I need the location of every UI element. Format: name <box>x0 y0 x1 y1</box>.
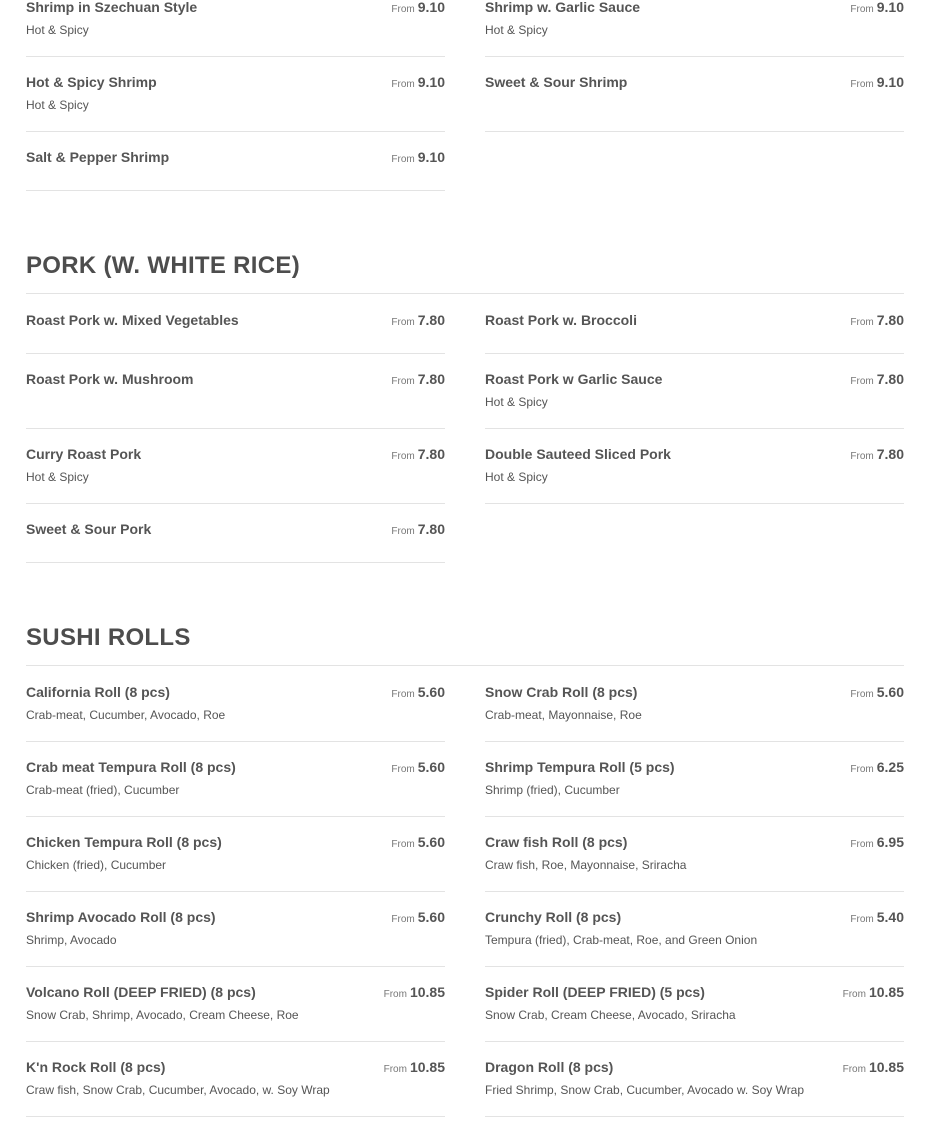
item-description: Crab-meat (fried), Cucumber <box>26 783 180 797</box>
price-prefix: From <box>850 689 874 700</box>
item-divider <box>26 816 445 817</box>
section-divider <box>26 665 904 666</box>
item-price <box>850 371 904 390</box>
price-amount: 9.10 <box>417 149 445 165</box>
price-prefix: From <box>383 989 407 1000</box>
price-prefix: From <box>850 764 874 775</box>
item-name: Shrimp in Szechuan Style <box>26 0 198 15</box>
item-divider <box>485 503 904 504</box>
price-prefix: From <box>850 4 874 15</box>
item-divider <box>485 131 904 132</box>
price-prefix: From <box>391 526 415 537</box>
item-divider <box>485 56 904 57</box>
price-amount: 9.10 <box>417 74 445 90</box>
item-divider <box>485 891 904 892</box>
price-prefix: From <box>391 764 415 775</box>
price-prefix: From <box>850 914 874 925</box>
item-name: California Roll (8 pcs) <box>26 684 170 700</box>
item-divider <box>485 966 904 967</box>
item-price <box>850 312 904 331</box>
item-price <box>391 759 445 778</box>
item-divider <box>485 428 904 429</box>
item-description: Craw fish, Snow Crab, Cucumber, Avocado, w. Soy Wrap <box>26 1083 330 1097</box>
item-divider <box>485 353 904 354</box>
price-prefix: From <box>391 839 415 850</box>
item-name: Volcano Roll (DEEP FRIED) (8 pcs) <box>26 984 256 1000</box>
price-amount: 6.25 <box>876 759 904 775</box>
item-price <box>391 371 445 390</box>
item-price <box>850 834 904 853</box>
item-description: Craw fish, Roe, Mayonnaise, Sriracha <box>485 858 687 872</box>
item-divider <box>26 131 445 132</box>
price-prefix: From <box>391 4 415 15</box>
item-divider <box>26 562 445 563</box>
item-name: Crunchy Roll (8 pcs) <box>485 909 622 925</box>
item-price <box>391 684 445 703</box>
item-divider <box>26 353 445 354</box>
item-name: Shrimp w. Garlic Sauce <box>485 0 641 15</box>
item-name: Snow Crab Roll (8 pcs) <box>485 684 638 700</box>
item-description: Fried Shrimp, Snow Crab, Cucumber, Avocado w. Soy Wrap <box>485 1083 805 1097</box>
price-prefix: From <box>391 79 415 90</box>
item-name: Shrimp Avocado Roll (8 pcs) <box>26 909 216 925</box>
item-divider <box>26 428 445 429</box>
item-price <box>391 446 445 465</box>
item-divider <box>26 503 445 504</box>
item-divider <box>26 741 445 742</box>
price-prefix: From <box>391 154 415 165</box>
price-amount: 5.60 <box>417 684 445 700</box>
item-divider <box>26 1116 445 1117</box>
item-name: Sweet & Sour Shrimp <box>485 74 628 90</box>
item-name: Roast Pork w Garlic Sauce <box>485 371 663 387</box>
item-description: Hot & Spicy <box>485 23 548 37</box>
item-price <box>391 149 445 168</box>
item-price <box>843 1059 904 1078</box>
item-name: Dragon Roll (8 pcs) <box>485 1059 614 1075</box>
item-price <box>384 984 445 1003</box>
price-prefix: From <box>391 914 415 925</box>
item-price <box>384 1059 445 1078</box>
item-price <box>391 521 445 540</box>
item-description: Hot & Spicy <box>26 470 89 484</box>
item-name: Hot & Spicy Shrimp <box>26 74 157 90</box>
item-name: Salt & Pepper Shrimp <box>26 149 170 165</box>
item-divider <box>485 816 904 817</box>
item-price <box>391 312 445 331</box>
price-amount: 6.95 <box>876 834 904 850</box>
price-amount: 5.60 <box>417 759 445 775</box>
item-price <box>391 74 445 93</box>
price-prefix: From <box>391 317 415 328</box>
item-description: Shrimp (fried), Cucumber <box>485 783 620 797</box>
price-prefix: From <box>850 79 874 90</box>
item-price <box>850 446 904 465</box>
price-prefix: From <box>391 376 415 387</box>
price-amount: 7.80 <box>876 446 904 462</box>
price-amount: 7.80 <box>876 371 904 387</box>
item-price <box>850 759 904 778</box>
price-amount: 10.85 <box>868 984 904 1000</box>
item-name: Double Sauteed Sliced Pork <box>485 446 671 462</box>
item-description: Crab-meat, Cucumber, Avocado, Roe <box>26 708 226 722</box>
item-price <box>850 684 904 703</box>
item-description: Shrimp, Avocado <box>26 933 117 947</box>
price-amount: 5.60 <box>876 684 904 700</box>
price-amount: 10.85 <box>868 1059 904 1075</box>
item-price <box>391 909 445 928</box>
price-prefix: From <box>391 689 415 700</box>
item-divider <box>26 966 445 967</box>
price-prefix: From <box>842 989 866 1000</box>
section-title-sushi: SUSHI ROLLS <box>26 624 191 651</box>
item-price <box>843 984 904 1003</box>
price-amount: 10.85 <box>409 984 445 1000</box>
item-divider <box>485 1116 904 1117</box>
item-divider <box>485 1041 904 1042</box>
price-amount: 7.80 <box>417 446 445 462</box>
item-name: Spider Roll (DEEP FRIED) (5 pcs) <box>485 984 705 1000</box>
price-prefix: From <box>383 1064 407 1075</box>
item-name: Roast Pork w. Broccoli <box>485 312 637 328</box>
item-name: Sweet & Sour Pork <box>26 521 152 537</box>
item-name: Craw fish Roll (8 pcs) <box>485 834 628 850</box>
item-price <box>391 834 445 853</box>
item-price <box>850 0 904 18</box>
item-name: Shrimp Tempura Roll (5 pcs) <box>485 759 675 775</box>
price-amount: 5.60 <box>417 909 445 925</box>
item-description: Snow Crab, Shrimp, Avocado, Cream Cheese, Roe <box>26 1008 299 1022</box>
item-description: Hot & Spicy <box>26 23 89 37</box>
item-price <box>850 74 904 93</box>
item-description: Crab-meat, Mayonnaise, Roe <box>485 708 642 722</box>
item-description: Hot & Spicy <box>26 98 89 112</box>
section-title-pork: PORK (W. WHITE RICE) <box>26 252 300 279</box>
price-amount: 10.85 <box>409 1059 445 1075</box>
price-amount: 7.80 <box>876 312 904 328</box>
item-description: Hot & Spicy <box>485 470 548 484</box>
price-prefix: From <box>850 451 874 462</box>
item-divider <box>26 56 445 57</box>
item-name: Curry Roast Pork <box>26 446 142 462</box>
item-name: K'n Rock Roll (8 pcs) <box>26 1059 166 1075</box>
item-divider <box>26 891 445 892</box>
price-amount: 5.60 <box>417 834 445 850</box>
price-amount: 7.80 <box>417 371 445 387</box>
item-description: Hot & Spicy <box>485 395 548 409</box>
item-description: Snow Crab, Cream Cheese, Avocado, Sriracha <box>485 1008 736 1022</box>
item-name: Roast Pork w. Mushroom <box>26 371 194 387</box>
price-amount: 9.10 <box>876 74 904 90</box>
price-amount: 5.40 <box>876 909 904 925</box>
price-prefix: From <box>391 451 415 462</box>
price-amount: 7.80 <box>417 521 445 537</box>
price-prefix: From <box>850 317 874 328</box>
item-divider <box>26 1041 445 1042</box>
item-description: Chicken (fried), Cucumber <box>26 858 167 872</box>
item-price <box>391 0 445 18</box>
item-name: Crab meat Tempura Roll (8 pcs) <box>26 759 236 775</box>
item-price <box>850 909 904 928</box>
item-name: Roast Pork w. Mixed Vegetables <box>26 312 239 328</box>
price-amount: 9.10 <box>876 0 904 15</box>
price-prefix: From <box>850 839 874 850</box>
price-prefix: From <box>842 1064 866 1075</box>
item-description: Tempura (fried), Crab-meat, Roe, and Green Onion <box>485 933 758 947</box>
item-divider <box>485 741 904 742</box>
section-divider <box>26 293 904 294</box>
price-amount: 7.80 <box>417 312 445 328</box>
item-divider <box>26 190 445 191</box>
price-amount: 9.10 <box>417 0 445 15</box>
item-name: Chicken Tempura Roll (8 pcs) <box>26 834 222 850</box>
price-prefix: From <box>850 376 874 387</box>
